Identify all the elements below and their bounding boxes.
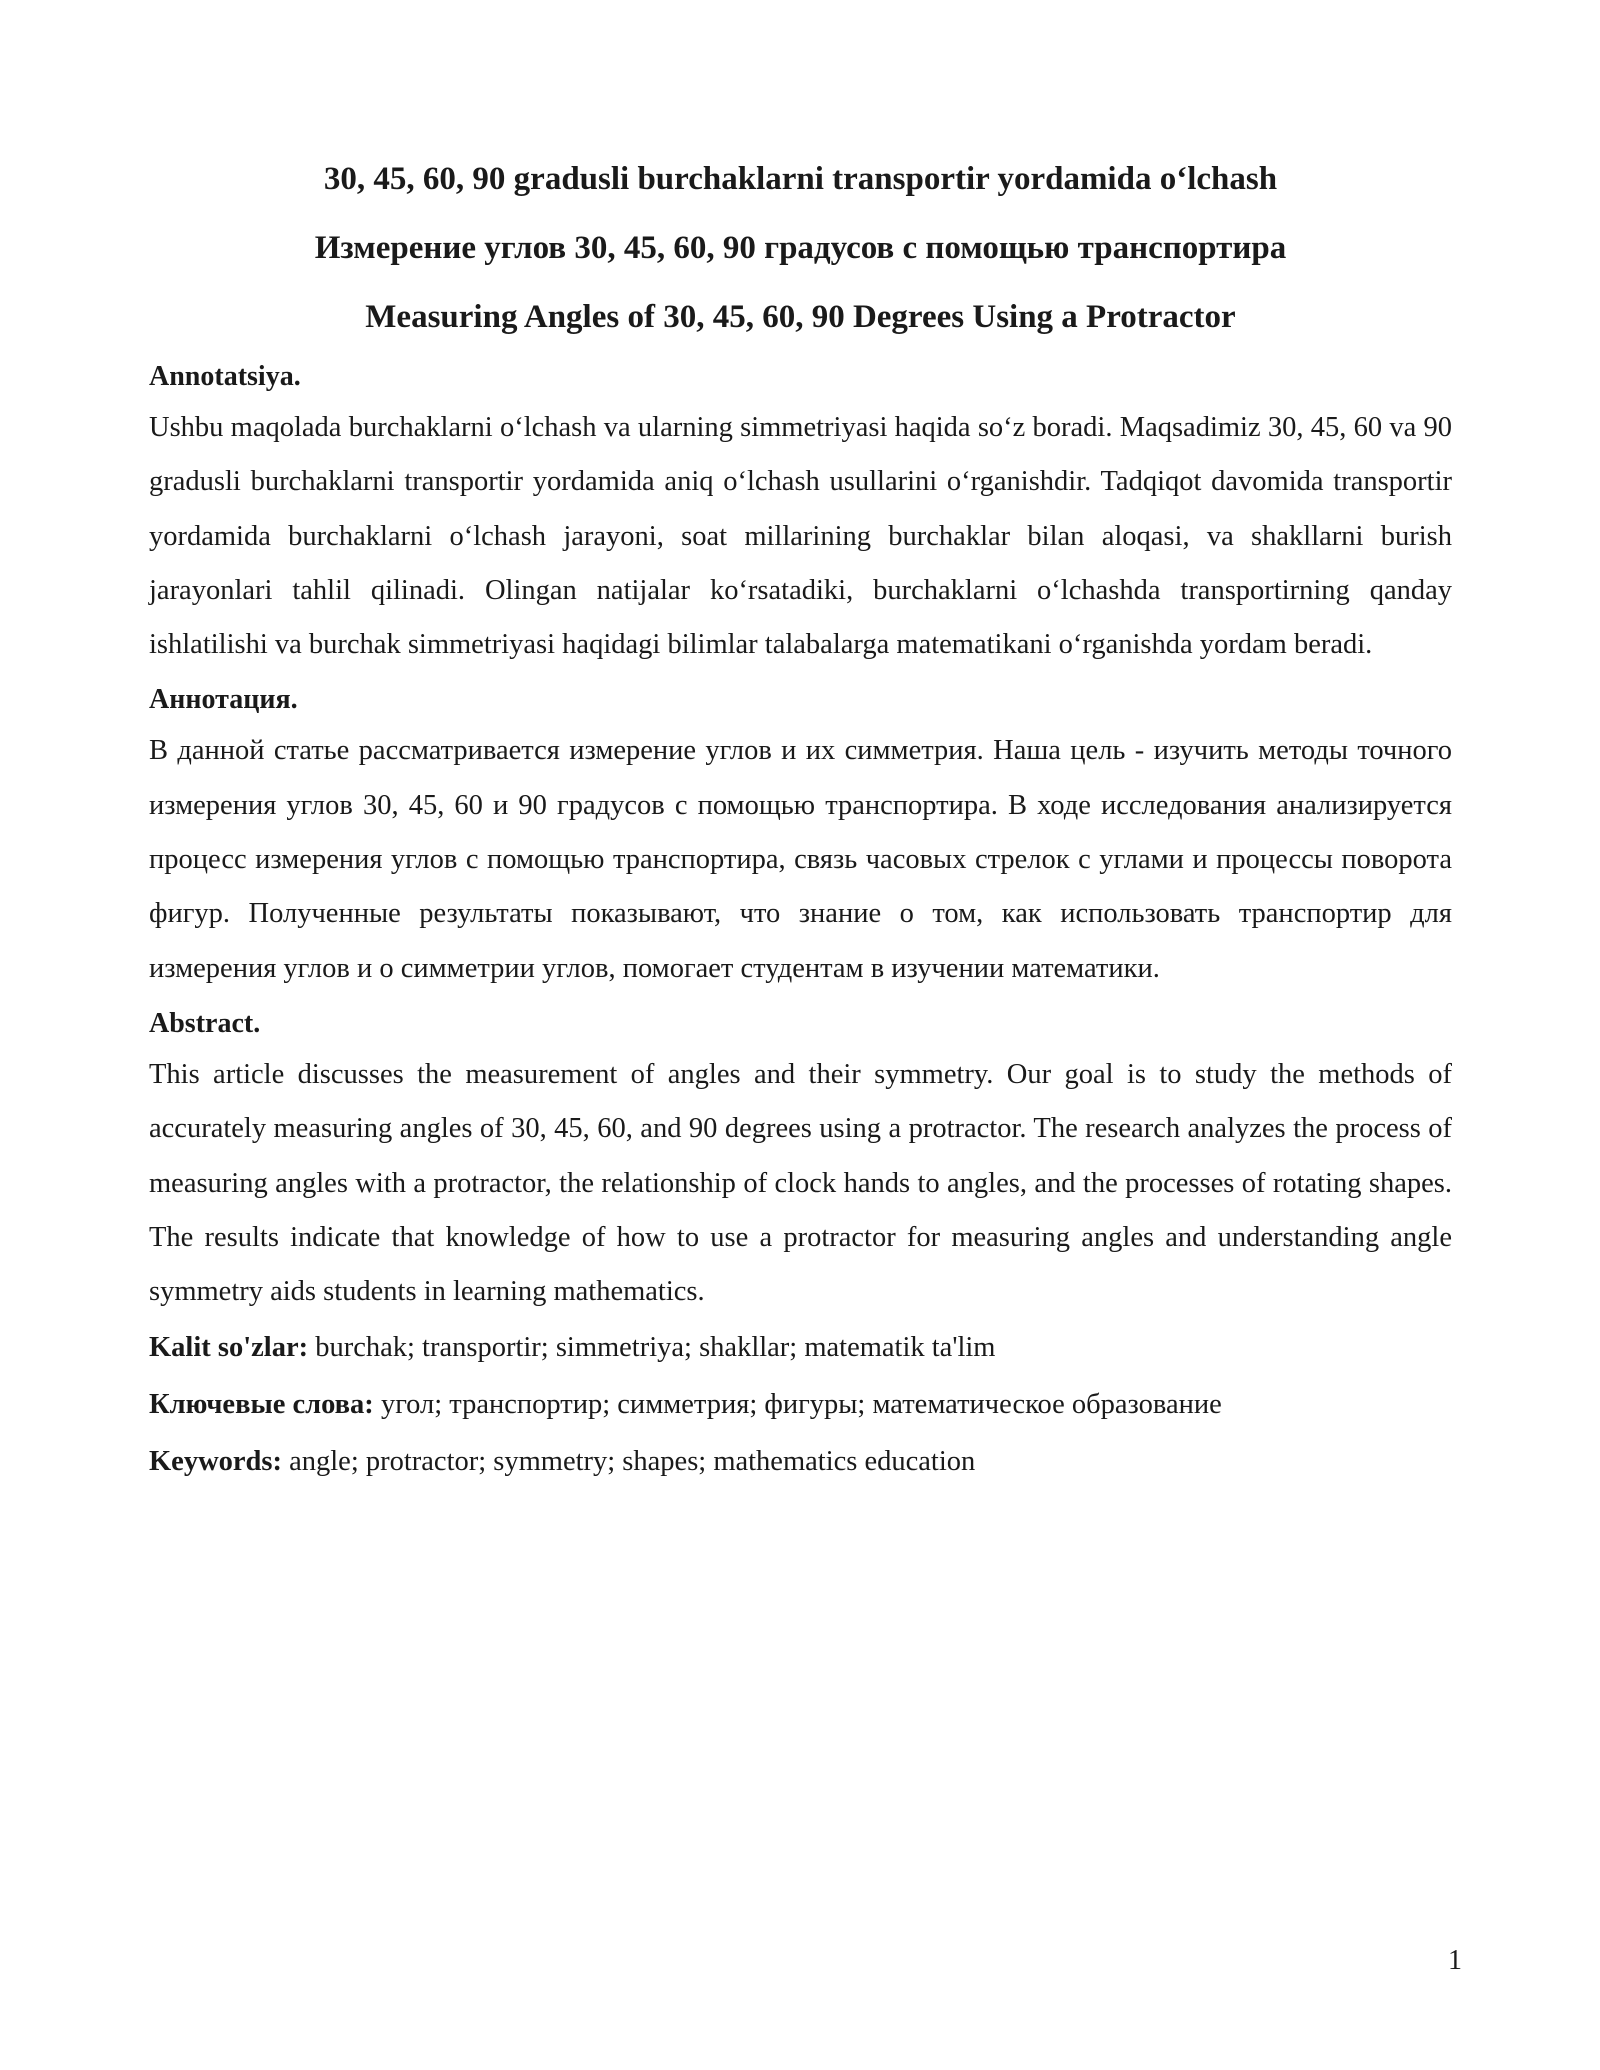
keywords-english-value: angle; protractor; symmetry; shapes; mathematics education [281,1446,976,1478]
keywords-block [149,1319,1452,1490]
keywords-russian-label: Ключевые слова: [149,1389,374,1421]
abstract-english-heading: Abstract. [149,1007,261,1039]
abstract-uzbek-heading: Annotatsiya. [149,361,301,392]
title-english: Measuring Angles of 30, 45, 60, 90 Degrees Using a Protractor [365,299,1236,335]
abstract-uzbek-text: Ushbu maqolada burchaklarni o‘lchash va ularning simmetriyasi haqida so‘z boradi. Maqsadimiz 30, 45, 60 va 90 gradusli burchaklarni transportir yordamida aniq o‘lchash usullarini o‘rganishdir. Tadqiqot davomida transportir yordamida burchaklarni o‘lchash jarayoni, soat millarining burchaklar bilan aloqasi, va shakllarni burish jarayonlari tahlil qilinadi. Olingan natijalar ko‘rsatadiki, burchaklarni o‘lchashda transportirning qanday ishlatilishi va burchak simmetriyasi haqidagi bilimlar talabalarga matematikani o‘rganishda yordam beradi. [149,412,1452,661]
page-content [149,145,1452,1490]
title-russian: Измерение углов 30, 45, 60, 90 градусов с помощью транспортира [314,230,1287,266]
abstract-russian-text: В данной статье рассматривается измерение углов и их симметрия. Наша цель - изучить методы точного измерения углов 30, 45, 60 и 90 градусов с помощью транспортира. В ходе исследования анализируется процесс измерения углов с помощью транспортира, связь часовых стрелок с углами и процессы поворота фигур. Полученные результаты показывают, что знание о том, как использовать транспортир для измерения углов и о симметрии углов, помогает студентам в изучении математики. [149,735,1452,984]
keywords-uzbek-line [149,1319,1452,1376]
title-uzbek: 30, 45, 60, 90 gradusli burchaklarni transportir yordamida o‘lchash [323,161,1278,197]
keywords-russian-line [149,1376,1452,1433]
abstract-russian-heading: Аннотация. [149,684,298,716]
keywords-uzbek-value: burchak; transportir; simmetriya; shakllar; matematik ta'lim [308,1332,996,1364]
keywords-uzbek-label: Kalit so'zlar: [149,1332,309,1364]
keywords-russian-value: угол; транспортир; симметрия; фигуры; математическое образование [373,1389,1222,1421]
abstract-english-section [149,1004,1452,1319]
abstract-uzbek-section [149,357,1452,672]
keywords-english-label: Keywords: [149,1446,282,1478]
page-number: 1 [1448,1945,1462,1976]
keywords-english-line [149,1433,1452,1490]
abstract-russian-section [149,680,1452,995]
abstract-english-text: This article discusses the measurement of angles and their symmetry. Our goal is to study the methods of accurately measuring angles of 30, 45, 60, and 90 degrees using a protractor. The research analyzes the process of measuring angles with a protractor, the relationship of clock hands to angles, and the processes of rotating shapes. The results indicate that knowledge of how to use a protractor for measuring angles and understanding angle symmetry aids students in learning mathematics. [149,1058,1452,1308]
